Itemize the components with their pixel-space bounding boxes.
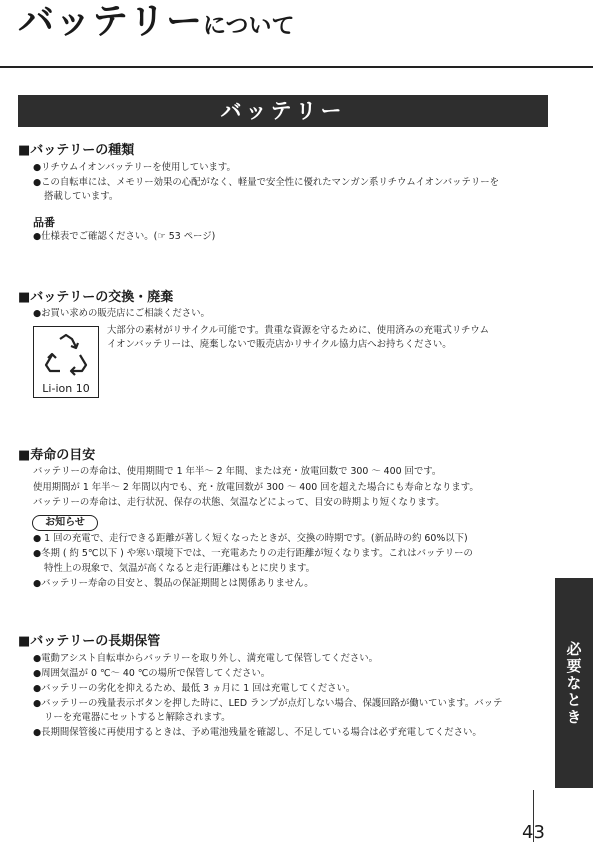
section-banner: バッテリー bbox=[18, 95, 548, 127]
heading-lifetime: ■寿命の目安 bbox=[18, 448, 96, 463]
side-tab: 必要なとき bbox=[555, 578, 593, 788]
notice-item-2: ●冬期 ( 約 5℃以下 ) や寒い環境下では、一充電あたりの走行距離が短くなります。これはバッテリーの bbox=[33, 548, 473, 559]
page-title bbox=[18, 1, 295, 42]
types-bullet-1: ●リチウムイオンバッテリーを使用しています。 bbox=[33, 162, 236, 173]
recycle-mark bbox=[33, 326, 99, 398]
model-number-bullet: ●仕様表でご確認ください。(☞ 53 ページ) bbox=[33, 231, 216, 242]
heading-long-term-storage: ■バッテリーの長期保管 bbox=[18, 634, 161, 649]
lifetime-text-1: バッテリーの寿命は、使用期間で 1 年半～ 2 年間、または充・放電回数で 300 ～ 400 回です。 bbox=[33, 466, 442, 477]
notice-item-1: ● 1 回の充電で、走行できる距離が著しく短くなったときが、交換の時期です。(新品時の約 60%以下) bbox=[33, 533, 468, 544]
storage-bullet-1: ●電動アシスト自転車からバッテリーを取り外し、満充電して保管してください。 bbox=[33, 653, 379, 664]
lifetime-text-2: 使用期間が 1 年半～ 2 年間以内でも、充・放電回数が 300 ～ 400 回を超えた場合にも寿命となります。 bbox=[33, 482, 479, 493]
heading-replacement-disposal: ■バッテリーの交換・廃棄 bbox=[18, 290, 174, 305]
storage-bullet-2: ●周囲気温が 0 ℃～ 40 ℃の場所で保管してください。 bbox=[33, 668, 271, 679]
recycle-icon bbox=[42, 331, 90, 377]
page-number: 43 bbox=[522, 822, 545, 843]
disposal-bullet: ●お買い求めの販売店にご相談ください。 bbox=[33, 308, 210, 319]
recycle-label: Li-ion 10 bbox=[42, 382, 90, 395]
storage-bullet-5: ●長期間保管後に再使用するときは、予め電池残量を確認し、不足している場合は必ず充電してください。 bbox=[33, 727, 482, 738]
storage-bullet-3: ●バッテリーの劣化を抑えるため、最低 3 ヵ月に 1 回は充電してください。 bbox=[33, 683, 356, 694]
subheading-model-number: 品番 bbox=[33, 216, 55, 229]
types-bullet-2-cont: 搭載しています。 bbox=[44, 191, 119, 202]
page-title-suffix: について bbox=[203, 13, 295, 39]
storage-bullet-4: ●バッテリーの残量表示ボタンを押した時に、LED ランプが点灯しない場合、保護回路が働いています。バッテ bbox=[33, 698, 503, 709]
types-bullet-2: ●この自転車には、メモリー効果の心配がなく、軽量で安全性に優れたマンガン系リチウムイオンバッテリーを bbox=[33, 177, 499, 188]
recycle-text-line-1: 大部分の素材がリサイクル可能です。貴重な資源を守るために、使用済みの充電式リチウム bbox=[107, 325, 490, 336]
notice-badge: お知らせ bbox=[32, 515, 98, 531]
storage-bullet-4-cont: リーを充電器にセットすると解除されます。 bbox=[44, 712, 231, 723]
notice-item-2-cont: 特性上の現象で、気温が高くなると走行距離はもとに戻ります。 bbox=[44, 563, 315, 574]
heading-battery-types: ■バッテリーの種類 bbox=[18, 143, 135, 158]
title-divider bbox=[0, 66, 593, 68]
notice-item-3: ●バッテリー寿命の目安と、製品の保証期間とは関係ありません。 bbox=[33, 578, 314, 589]
page-title-main: バッテリー bbox=[18, 1, 204, 42]
lifetime-text-3: バッテリーの寿命は、走行状況、保存の状態、気温などによって、目安の時期より短くなります。 bbox=[33, 497, 445, 508]
recycle-text-line-2: イオンバッテリーは、廃棄しないで販売店かリサイクル協力店へお持ちください。 bbox=[107, 339, 452, 350]
